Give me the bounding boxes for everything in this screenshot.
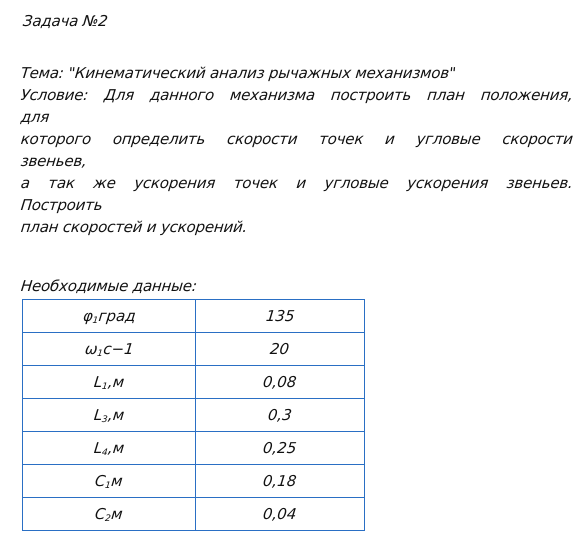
description-line xyxy=(20,194,578,216)
parameter-value: 20 xyxy=(269,340,291,358)
description-word: план xyxy=(19,218,60,236)
description-word: план xyxy=(426,86,466,104)
parameter-value-cell xyxy=(196,300,365,333)
description-word: Условие: xyxy=(19,86,90,104)
description-word: точек xyxy=(318,130,365,148)
description-line xyxy=(20,216,578,238)
description-word: ускорения xyxy=(406,174,490,192)
description-word: точек xyxy=(232,174,279,192)
parameter-name-cell xyxy=(23,366,196,399)
parameter-unit: ,м xyxy=(107,438,126,457)
description-word: положения, xyxy=(480,86,574,104)
description-word: и xyxy=(384,130,396,148)
description-word: скоростей xyxy=(62,218,144,236)
description-line xyxy=(20,150,578,172)
parameter-value: 0,25 xyxy=(262,439,298,457)
parameter-unit: ,м xyxy=(107,372,126,391)
description-word: рычажных xyxy=(268,64,352,82)
description-line xyxy=(20,106,578,128)
parameter-name xyxy=(93,373,125,392)
parameter-name-cell xyxy=(23,300,196,333)
parameters-table xyxy=(22,299,365,531)
parameter-subscript: 2 xyxy=(104,513,112,524)
description-line xyxy=(20,172,574,194)
description-word: Построить xyxy=(19,196,104,214)
description-word: звеньев, xyxy=(19,152,88,170)
parameter-symbol: L xyxy=(93,405,104,424)
given-data-label: Необходимые данные: xyxy=(20,277,198,295)
parameter-subscript: 3 xyxy=(101,414,109,425)
parameter-name xyxy=(94,472,124,491)
parameter-value: 135 xyxy=(264,307,296,325)
parameter-name-cell xyxy=(23,333,196,366)
parameter-symbol: φ xyxy=(81,306,94,325)
parameter-subscript: 1 xyxy=(104,480,112,491)
description-word: анализ xyxy=(209,64,266,82)
description-line xyxy=(20,128,574,150)
parameter-value-cell xyxy=(196,465,365,498)
description-word: а xyxy=(19,174,31,192)
parameter-name-cell xyxy=(23,465,196,498)
description-line xyxy=(20,62,578,84)
parameter-name-cell xyxy=(23,498,196,531)
task-title: Задача №2 xyxy=(22,12,109,30)
description-word: так xyxy=(47,174,76,192)
parameter-subscript: 1 xyxy=(96,348,104,359)
parameter-name xyxy=(82,307,137,326)
parameter-value-cell xyxy=(196,333,365,366)
description-word: Для xyxy=(103,86,136,104)
description-word: ускорений. xyxy=(160,218,249,236)
task-description xyxy=(19,62,578,238)
parameter-unit: м xyxy=(110,504,124,523)
parameter-unit: м xyxy=(110,471,124,490)
parameter-name-cell xyxy=(23,399,196,432)
description-word: механизма xyxy=(229,86,316,104)
parameter-unit: с−1 xyxy=(102,339,135,358)
table-row xyxy=(23,465,365,498)
parameter-name-cell xyxy=(23,432,196,465)
description-word: угловые xyxy=(415,130,482,148)
parameter-name xyxy=(84,340,135,359)
table-row xyxy=(23,300,365,333)
description-word: же xyxy=(92,174,117,192)
table-row xyxy=(23,333,365,366)
description-word: которого xyxy=(19,130,93,148)
description-line xyxy=(20,84,574,106)
parameter-symbol: C xyxy=(94,471,107,490)
table-row xyxy=(23,498,365,531)
description-word: скорости xyxy=(501,130,574,148)
description-word: и xyxy=(295,174,308,192)
parameter-value-cell xyxy=(196,432,365,465)
parameter-value-cell xyxy=(196,366,365,399)
parameter-name xyxy=(93,406,125,425)
description-word: определить xyxy=(112,130,207,148)
parameter-value: 0,08 xyxy=(262,373,298,391)
parameter-symbol: L xyxy=(93,438,104,457)
description-word: и xyxy=(146,218,158,236)
parameter-value-cell xyxy=(196,498,365,531)
parameter-subscript: 1 xyxy=(101,381,109,392)
description-word: данного xyxy=(149,86,216,104)
description-word: скорости xyxy=(226,130,299,148)
parameter-symbol: L xyxy=(93,372,104,391)
parameter-unit: ,м xyxy=(107,405,126,424)
parameter-value: 0,18 xyxy=(262,472,298,490)
description-word: ускорения xyxy=(133,174,217,192)
parameter-symbol: C xyxy=(94,504,107,523)
description-word: Тема: xyxy=(19,64,65,82)
description-word: угловые xyxy=(323,174,390,192)
description-word: "Кинематический xyxy=(67,64,207,82)
table-row xyxy=(23,399,365,432)
table-row xyxy=(23,432,365,465)
parameter-name xyxy=(94,505,124,524)
parameter-unit: град xyxy=(97,306,137,325)
parameter-symbol: ω xyxy=(83,339,99,358)
description-word: звеньев. xyxy=(505,174,574,192)
parameter-subscript: 1 xyxy=(91,315,99,326)
description-word: механизмов" xyxy=(354,64,457,82)
parameter-value: 0,3 xyxy=(267,406,293,424)
parameter-name xyxy=(93,439,125,458)
parameter-subscript: 4 xyxy=(101,447,109,458)
description-word: построить xyxy=(330,86,413,104)
parameter-value-cell xyxy=(196,399,365,432)
description-word: для xyxy=(19,108,51,126)
parameter-value: 0,04 xyxy=(262,505,298,523)
table-row xyxy=(23,366,365,399)
